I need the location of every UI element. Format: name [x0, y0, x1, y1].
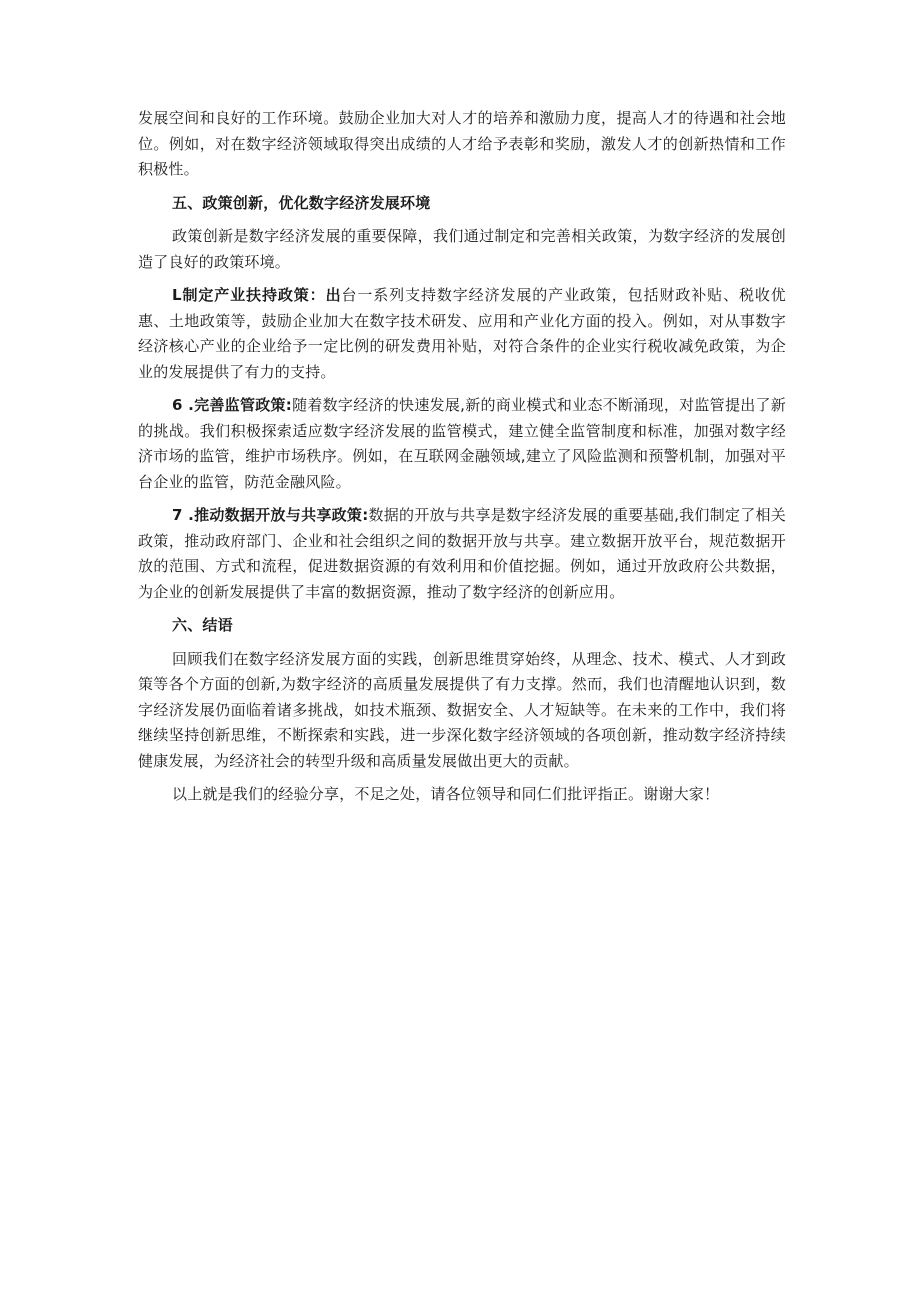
policy-item-2-lead: 6 .完善监管政策: [172, 396, 292, 414]
policy-item-1-lead: L制定产业扶持政策：出 [172, 286, 342, 304]
document-page [138, 106, 786, 816]
policy-item-2-body: 随着数字经济的快速发展,新的商业模式和业态不断涌现，对监管提出了新的挑战。我们积极探索适应数字经济发展的监管模式，建立健全监管制度和标准，加强对数字经济市场的监管，维护市场秩序。例如，在互联网金融领域,建立了风险监测和预警机制，加强对平台企业的监管，防范金融风险。 [138, 396, 786, 491]
policy-item-1-body: 台一系列支持数字经济发展的产业政策，包括财政补贴、税收优惠、土地政策等，鼓励企业加大在数字技术研发、应用和产业化方面的投入。例如，对从事数字经济核心产业的企业给予一定比例的研发费用补贴，对符合条件的企业实行税收减免政策，为企业的发展提供了有力的支持。 [138, 286, 786, 381]
policy-item-3-body: 数据的开放与共享是数字经济发展的重要基础,我们制定了相关政策，推动政府部门、企业和社会组织之间的数据开放与共享。建立数据开放平台，规范数据开放的范围、方式和流程，促进数据资源的有效利用和价值挖掘。例如，通过开放政府公共数据，为企业的创新发展提供了丰富的数据资源，推动了数字经济的创新应用。 [138, 506, 787, 601]
policy-intro-paragraph: 政策创新是数字经济发展的重要保障，我们通过制定和完善相关政策，为数字经济的发展创造了良好的政策环境。 [138, 227, 786, 271]
section-heading-5: 五、政策创新，优化数字经济发展环境 [172, 193, 431, 212]
closing-paragraph: 以上就是我们的经验分享，不足之处，请各位领导和同仁们批评指正。谢谢大家！ [172, 785, 720, 803]
policy-item-1 [138, 283, 786, 385]
section-heading-6: 六、结语 [172, 616, 233, 634]
intro-paragraph: 发展空间和良好的工作环境。鼓励企业加大对人才的培养和激励力度，提高人才的待遇和社会地位。例如，对在数字经济领域取得突出成绩的人才给予表彰和奖励，激发人才的创新热情和工作积极性。 [138, 109, 786, 178]
policy-item-2 [138, 393, 786, 495]
conclusion-paragraph: 回顾我们在数字经济发展方面的实践，创新思维贯穿始终，从理念、技术、模式、人才到政策等各个方面的创新,为数字经济的高质量发展提供了有力支撑。然而，我们也清醒地认识到，数字经济发展仍面临着诸多挑战，如技术瓶颈、数据安全、人才短缺等。在未来的工作中，我们将继续坚持创新思维，不断探索和实践，进一步深化数字经济领域的各项创新，推动数字经济持续健康发展，为经济社会的转型升级和高质量发展做出更大的贡献。 [138, 649, 786, 770]
policy-item-3-lead: 7 .推动数据开放与共享政策: [172, 506, 369, 524]
policy-item-3 [138, 503, 786, 605]
